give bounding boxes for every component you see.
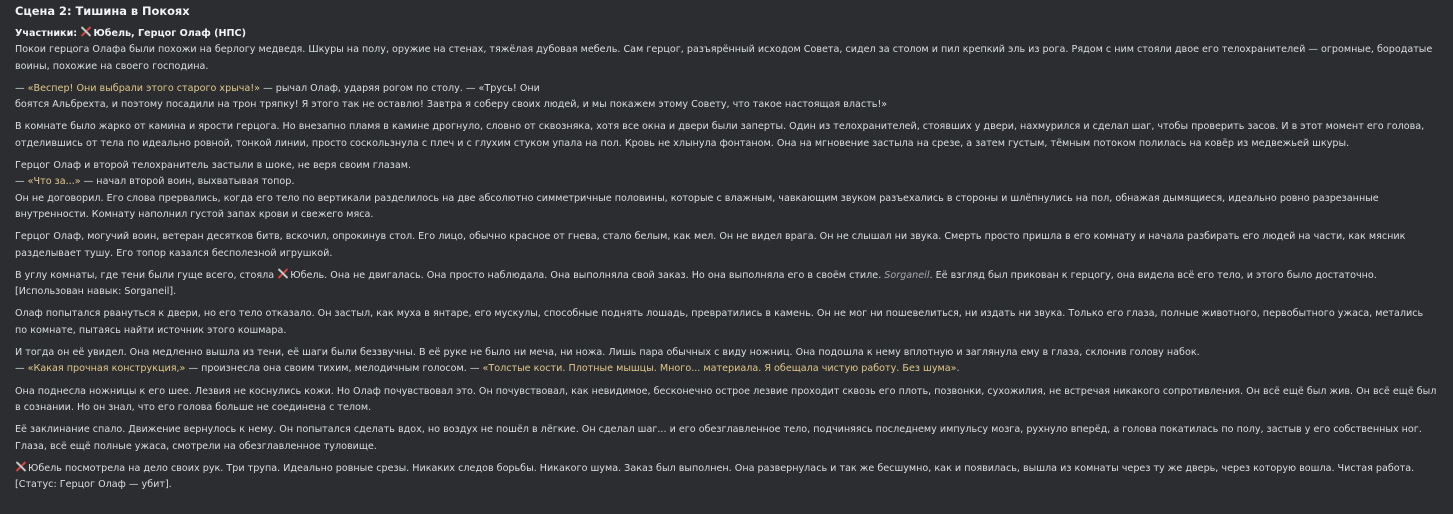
dialogue-end: . xyxy=(956,363,960,375)
paragraph-6 xyxy=(15,268,1438,301)
paragraph-6-after: . Её взгляд был прикован к герцогу, она видела всё его тело, и этого было достаточно. [Использован навык: Sorganeil]. xyxy=(15,269,1377,298)
paragraph-3: В комнате было жарко от камина и ярости герцога. Но внезапно пламя в камине дрогнуло, словно от сквозняка, хотя все окна и двери были заперты. Один из телохранителей, стоявших у двери, нахмурился и сделал шаг, чтобы проверить засов. И в этот момент его голова, отделившись от тела по идеально ровной, тонкой линии, просто соскользнула с плеч и с глухим стуком упала на пол. Кровь не хлынула фонтаном. Она на мгновение застыла на срезе, а затем густым, тёмным потоком полилась на ковёр из медвежьей шкуры. xyxy=(15,121,1425,149)
paragraph-4 xyxy=(15,158,1438,223)
dialogue-dash: — xyxy=(15,363,28,375)
paragraph-11-text: Юбель посмотрела на дело своих рук. Три трупа. Идеально ровные срезы. Никаких следов борьбы. Никакого шума. Заказ был выполнен. Она развернулась и так же бесшумно, как и появилась, вышла из комнаты через ту же дверь, через которую вошла. Чистая работа. [Статус: Герцог Олаф — убит]. xyxy=(15,462,1415,491)
participants-line xyxy=(15,26,1438,42)
paragraph-8 xyxy=(15,345,1438,378)
paragraph-6-name: Юбель. Она не двигалась. Она просто наблюдала. Она выполняла свой заказ. Но она выполняла его в своём стиле. xyxy=(290,269,885,281)
paragraph-4-rest: Он не договорил. Его слова прервались, когда его тело по вертикали разделилось на две абсолютно симметричные половины, которые с влажным, чавкающим звуком разъехались в стороны и шлёпнулись на пол, обнажая дымящиеся, идеально ровно разрезанные внутренности. Комнату наполнил густой запах крови и свежего мяса. xyxy=(15,192,1379,220)
crossed-swords-icon xyxy=(80,26,91,37)
paragraph-6-before: В углу комнаты, где тени были гуще всего, стояла xyxy=(15,269,278,281)
paragraph-4-line1: Герцог Олаф и второй телохранитель застыли в шоке, не веря своим глазам. xyxy=(15,160,412,172)
paragraph-7: Олаф попытался рвануться к двери, но его тело отказало. Он застыл, как муха в янтаре, его мускулы, способные поднять лошадь, превратились в камень. Он не мог ни пошевелиться, ни издать ни звука. Только его глаза, полные животного, первобытного ужаса, метались по комнате, пытаясь найти источник этого кошмара. xyxy=(15,308,1424,336)
dialogue-text-2: боятся Альбрехта, и поэтому посадили на трон тряпку! Я этого так не оставлю! Завтра я соберу своих людей, и мы покажем этому Совету, что такое настоящая власть!» xyxy=(15,99,888,111)
dialogue-quote: «Веспер! Они выбрали этого старого хрыча!» xyxy=(27,82,261,94)
scene-title: Сцена 2: Тишина в Покоях xyxy=(15,4,190,18)
paragraph-1: Покои герцога Олафа были похожи на берлогу медведя. Шкуры на полу, оружие на стенах, тяжёлая дубовая мебель. Сам герцог, разъярённый исходом Совета, сидел за столом и пил крепкий эль из рога. Рядом с ним стояли двое его телохранителей — огромные, бородатые воины, похожие на своего господина. xyxy=(15,44,1433,72)
paragraph-10: Её заклинание спало. Движение вернулось к нему. Он попытался сделать вдох, но воздух не пошёл в лёгкие. Он сделал шаг... и его обезглавленное тело, подчиняясь последнему импульсу мозга, рухнуло вперёд, а голова покатилась по полу, застыв у его собственных ног. Глаза, всё ещё полные ужаса, смотрели на обезглавленное туловище. xyxy=(15,424,1422,452)
dialogue-quote-2: «Толстые кости. Плотные мышцы. Много... материала. Я обещала чистую работу. Без шума» xyxy=(482,363,957,375)
dialogue-dash: — xyxy=(15,82,28,94)
participants-list: Юбель, Герцог Олаф (НПС) xyxy=(93,28,246,39)
paragraph-11 xyxy=(15,461,1438,494)
paragraph-2 xyxy=(15,81,1438,114)
dialogue-text: — произнесла она своим тихим, мелодичным голосом. — xyxy=(185,363,483,375)
dialogue-text: — начал второй воин, выхватывая топор. xyxy=(80,176,295,188)
crossed-swords-icon xyxy=(15,461,26,472)
paragraph-5: Герцог Олаф, могучий воин, ветеран десятков битв, вскочил, опрокинув стол. Его лицо, обычно красное от гнева, стало белым, как мел. Он не видел врага. Он не слышал ни звука. Смерть просто пришла в его комнату и начала разбирать его людей на части, как мясник разделывает тушу. Его топор казался бесполезной игрушкой. xyxy=(15,231,1406,259)
dialogue-dash: — xyxy=(15,176,28,188)
dialogue-quote: «Какая прочная конструкция,» xyxy=(27,363,186,375)
dialogue-text: — рычал Олаф, ударяя рогом по столу. — «Трусь! Они xyxy=(260,82,540,94)
skill-name: Sorganeil xyxy=(884,269,930,281)
paragraph-9: Она поднесла ножницы к его шее. Лезвия не коснулись кожи. Но Олаф почувствовал это. Он почувствовал, как невидимое, бесконечно острое лезвие проходит сквозь его плоть, позвонки, сухожилия, не встречая никакого сопротивления. Он всё ещё был жив. Он всё ещё был в сознании. Но он знал, что его голова больше не соединена с телом. xyxy=(15,385,1437,413)
dialogue-quote: «Что за...» xyxy=(27,176,81,188)
crossed-swords-icon xyxy=(277,268,288,279)
paragraph-8-line1: И тогда он её увидел. Она медленно вышла из тени, её шаги были беззвучны. В её руке не было ни меча, ни ножа. Лишь пара обычных с виду ножниц. Она подошла к нему вплотную и заглянула ему в глаза, склонив голову набок. xyxy=(15,347,1200,359)
participants-label: Участники: xyxy=(15,28,78,39)
